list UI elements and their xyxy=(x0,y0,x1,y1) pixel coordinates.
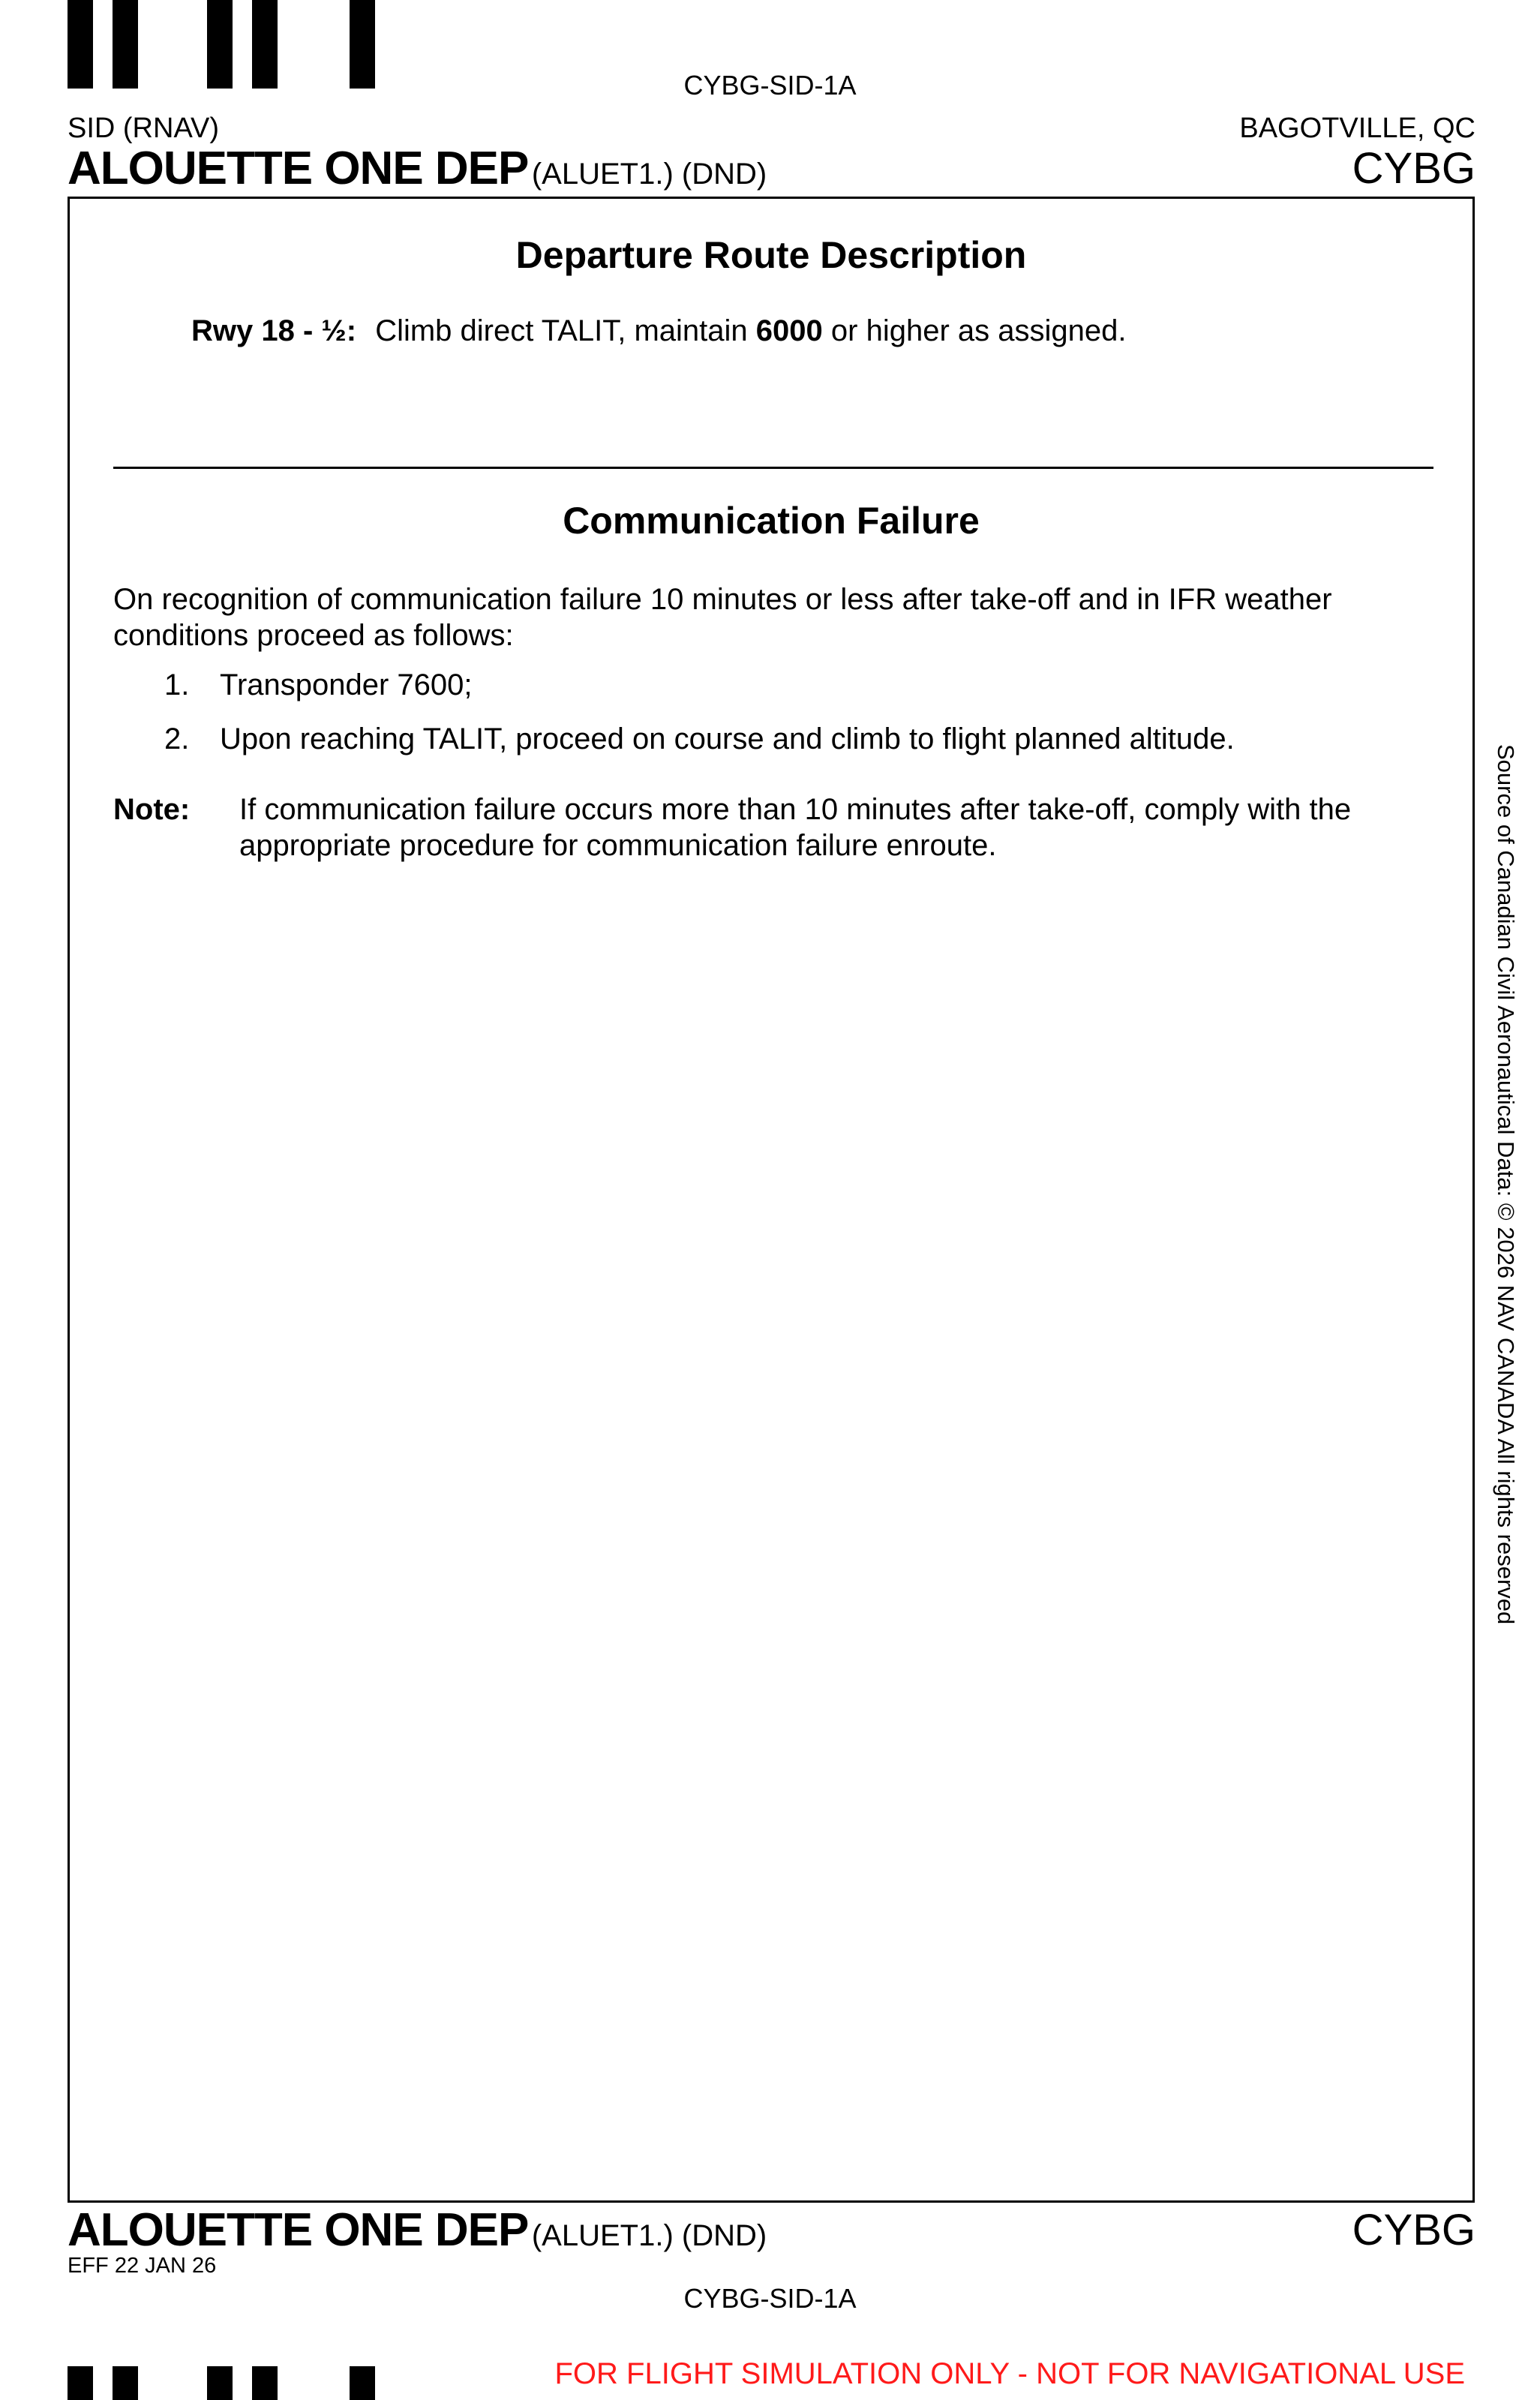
data-source-note xyxy=(1489,744,1519,1655)
chart-frame xyxy=(68,197,1475,2203)
note-text: If communication failure occurs more than 10 minutes after take-off, comply with the appropriate procedure for communication failure enroute. xyxy=(239,793,1352,862)
footer-procedure-designator: (ALUET1.) (DND) xyxy=(531,2219,767,2252)
note-label: Note: xyxy=(113,793,191,826)
section-divider xyxy=(113,467,1433,469)
location: BAGOTVILLE, QC xyxy=(1239,113,1475,144)
procedure-designator: (ALUET1.) (DND) xyxy=(531,158,767,191)
procedure-name: ALOUETTE ONE DEP xyxy=(68,143,529,194)
list-item-number: 1. xyxy=(164,668,190,701)
data-source-text: Source of Canadian Civil Aeronautical Data: © 2026 NAV CANADA All rights reserved xyxy=(1493,744,1519,1625)
registration-bar xyxy=(68,2366,93,2400)
registration-bar xyxy=(350,2366,375,2400)
effective-date: EFF 22 JAN 26 xyxy=(68,2254,217,2278)
departure-text-before: Climb direct TALIT, maintain xyxy=(375,314,748,347)
comm-failure-intro: On recognition of communication failure 10 minutes or less after take-off and in IFR weather conditions proceed as follows: xyxy=(113,583,1332,652)
list-item-number: 2. xyxy=(164,722,190,755)
registration-bar xyxy=(113,2366,138,2400)
departure-text-after: or higher as assigned. xyxy=(830,314,1127,347)
registration-bar xyxy=(207,2366,233,2400)
footer-icao-code: CYBG xyxy=(1352,2206,1475,2254)
list-item-text: Upon reaching TALIT, proceed on course and climb to flight planned altitude. xyxy=(220,722,1235,755)
runway-label: Rwy 18 - ½: xyxy=(191,314,357,347)
procedure-type: SID (RNAV) xyxy=(68,113,219,144)
list-item xyxy=(164,721,1235,757)
simulation-disclaimer: FOR FLIGHT SIMULATION ONLY - NOT FOR NAVIGATIONAL USE xyxy=(554,2357,1465,2390)
comm-failure-heading: Communication Failure xyxy=(563,500,980,542)
chart-id-top: CYBG-SID-1A xyxy=(683,70,857,101)
list-item xyxy=(164,667,473,703)
chart-id-bottom: CYBG-SID-1A xyxy=(683,2283,857,2314)
icao-code: CYBG xyxy=(1352,144,1475,193)
procedure-title xyxy=(68,143,767,194)
footer-procedure-name: ALOUETTE ONE DEP xyxy=(68,2204,529,2256)
footer-procedure-title xyxy=(68,2204,767,2256)
departure-heading: Departure Route Description xyxy=(515,234,1027,276)
registration-bar xyxy=(252,2366,278,2400)
departure-instruction xyxy=(191,313,1126,349)
list-item-text: Transponder 7600; xyxy=(220,668,473,701)
departure-altitude: 6000 xyxy=(755,314,823,347)
